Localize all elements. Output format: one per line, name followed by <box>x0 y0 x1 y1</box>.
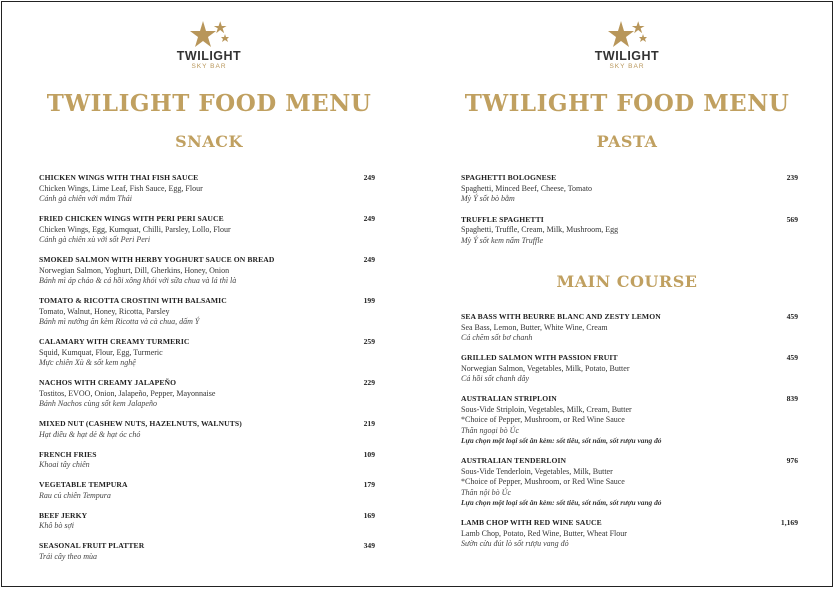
item-name: LAMB CHOP WITH RED WINE SAUCE <box>461 518 602 527</box>
section-title-pasta: PASTA <box>596 132 658 151</box>
item-price: 219 <box>363 419 375 428</box>
menu-item <box>39 378 375 410</box>
menu-title: TWILIGHT FOOD MENU <box>46 90 372 117</box>
item-name: CHICKEN WINGS WITH THAI FISH SAUCE <box>39 173 199 182</box>
item-vietnamese-name: Rau củ chiên Tempura <box>39 490 111 500</box>
item-price: 199 <box>363 296 375 305</box>
item-price: 229 <box>363 378 375 387</box>
menu-item <box>39 296 375 328</box>
item-name: GRILLED SALMON WITH PASSION FRUIT <box>461 353 618 362</box>
item-vietnamese-name: Cánh gà chiên với mắm Thái <box>39 194 132 203</box>
item-name: SEASONAL FRUIT PLATTER <box>39 541 145 550</box>
item-name: SEA BASS WITH BEURRE BLANC AND ZESTY LEMON <box>461 312 661 321</box>
item-price: 239 <box>786 173 798 182</box>
item-vietnamese-name: Mỳ Ý sốt kem nấm Truffle <box>461 235 543 245</box>
item-ingredients: Norwegian Salmon, Vegetables, Milk, Potato, Butter <box>461 363 630 373</box>
stars-logo-icon <box>603 18 651 48</box>
menu-item <box>39 173 375 205</box>
menu-item <box>461 215 798 247</box>
item-name: BEEF JERKY <box>39 510 88 520</box>
main-course-list <box>461 312 798 559</box>
item-ingredients: Chicken Wings, Lime Leaf, Fish Sauce, Egg, Flour <box>39 183 203 193</box>
menu-item <box>39 214 375 246</box>
logo <box>418 18 836 70</box>
item-price: 249 <box>363 255 375 264</box>
right-page <box>418 0 836 590</box>
item-vietnamese-name: Trái cây theo mùa <box>39 551 97 561</box>
item-ingredients: Spaghetti, Minced Beef, Cheese, Tomato <box>461 183 593 193</box>
item-vietnamese-name: Mực chiên Xù & sốt kem nghệ <box>39 358 136 367</box>
menu-item <box>461 518 798 550</box>
menu-item <box>461 173 798 205</box>
menu-item <box>461 353 798 385</box>
menu-item <box>39 419 375 440</box>
item-sauce-note: Lựa chọn một loại sốt ăn kèm: sốt tiêu, sốt nấm, sốt rượu vang đỏ <box>461 436 662 445</box>
snack-list <box>39 173 375 572</box>
menu-item <box>461 312 798 344</box>
item-name: CALAMARY WITH CREAMY TURMERIC <box>39 337 190 346</box>
item-price: 249 <box>363 214 375 223</box>
menu-item <box>461 456 798 509</box>
brand-sub: SKY BAR <box>191 63 227 70</box>
menu-item <box>39 450 375 471</box>
item-price: 459 <box>786 353 798 362</box>
item-ingredients: Lamb Chop, Potato, Red Wine, Butter, Wheat Flour <box>461 528 627 538</box>
item-name: TRUFFLE SPAGHETTI <box>461 214 544 224</box>
item-price: 349 <box>363 541 375 550</box>
section-title-snack: SNACK <box>175 132 243 151</box>
item-price: 259 <box>363 337 375 346</box>
logo <box>0 18 418 70</box>
item-name: MIXED NUT (CASHEW NUTS, HAZELNUTS, WALNUTS) <box>39 419 242 428</box>
item-ingredients: Tostitos, EVOO, Onion, Jalapeño, Pepper, Mayonnaise <box>39 388 216 398</box>
item-name: VEGETABLE TEMPURA <box>39 480 128 489</box>
item-price: 839 <box>786 394 798 403</box>
item-vietnamese-name: Cá chẽm sốt bơ chanh <box>461 333 533 342</box>
item-price: 569 <box>786 214 798 224</box>
item-vietnamese-name: Bánh mì nướng ăn kèm Ricotta và cà chua, dấm Ý <box>39 317 200 326</box>
menu-item <box>39 255 375 287</box>
brand-name: TWILIGHT <box>594 49 660 63</box>
brand-sub: SKY BAR <box>609 63 645 70</box>
item-vietnamese-name: Cánh gà chiên xù với sốt Peri Peri <box>39 235 151 244</box>
item-name: AUSTRALIAN STRIPLOIN <box>461 394 557 403</box>
menu-item <box>461 394 798 447</box>
item-vietnamese-name: Thăn nội bò Úc <box>461 487 511 497</box>
item-ingredients: Norwegian Salmon, Yoghurt, Dill, Gherkins, Honey, Onion <box>39 265 230 275</box>
item-price: 179 <box>363 480 375 489</box>
item-name: TOMATO & RICOTTA CROSTINI WITH BALSAMIC <box>39 296 227 305</box>
menu-item <box>39 337 375 369</box>
menu-item <box>39 511 375 532</box>
item-name: FRENCH FRIES <box>39 449 97 459</box>
item-vietnamese-name: Hạt điều & hạt dẻ & hạt óc chó <box>39 429 141 439</box>
item-price: 459 <box>786 312 798 321</box>
item-name: SMOKED SALMON WITH HERBY YOGHURT SAUCE ON BREAD <box>39 255 275 264</box>
item-ingredients: Sous-Vide Tenderloin, Vegetables, Milk, Butter <box>461 466 613 476</box>
item-vietnamese-name: Bánh Nachos cùng sốt kem Jalapeño <box>39 399 157 408</box>
item-ingredients: Squid, Kumquat, Flour, Egg, Turmeric <box>39 347 163 357</box>
stars-logo-icon <box>185 18 233 48</box>
pasta-list <box>461 173 798 256</box>
item-sauce-choice: *Choice of Pepper, Mushroom, or Red Wine Sauce <box>461 477 625 486</box>
item-sauce-note: Lựa chọn một loại sốt ăn kèm: sốt tiêu, sốt nấm, sốt rượu vang đỏ <box>461 498 662 507</box>
item-price: 169 <box>363 510 375 520</box>
item-vietnamese-name: Cá hồi sốt chanh dây <box>461 374 529 383</box>
item-name: FRIED CHICKEN WINGS WITH PERI PERI SAUCE <box>39 214 224 223</box>
brand-name: TWILIGHT <box>176 49 242 63</box>
item-vietnamese-name: Mỳ Ý sốt bò bằm <box>461 194 515 203</box>
item-vietnamese-name: Bánh mì áp chảo & cá hồi xông khói với sữa chua và lá thì là <box>39 276 237 285</box>
item-price: 976 <box>786 456 798 465</box>
menu-item <box>39 541 375 562</box>
menu-item <box>39 480 375 501</box>
item-name: AUSTRALIAN TENDERLOIN <box>461 456 567 465</box>
item-ingredients: Tomato, Walnut, Honey, Ricotta, Parsley <box>39 306 170 316</box>
section-title-main-course: MAIN COURSE <box>556 272 698 291</box>
item-price: 109 <box>363 449 375 459</box>
item-vietnamese-name: Sườn cừu đút lò sốt rượu vang đỏ <box>461 539 569 548</box>
item-name: SPAGHETTI BOLOGNESE <box>461 173 557 182</box>
item-vietnamese-name: Khô bò sợi <box>39 521 74 530</box>
item-ingredients: Chicken Wings, Egg, Kumquat, Chilli, Parsley, Lollo, Flour <box>39 224 231 234</box>
item-vietnamese-name: Thăn ngoại bò Úc <box>461 425 519 435</box>
item-ingredients: Spaghetti, Truffle, Cream, Milk, Mushroom, Egg <box>461 225 619 234</box>
item-price: 249 <box>363 173 375 182</box>
menu-title: TWILIGHT FOOD MENU <box>464 90 790 117</box>
item-sauce-choice: *Choice of Pepper, Mushroom, or Red Wine Sauce <box>461 415 625 424</box>
item-vietnamese-name: Khoai tây chiên <box>39 460 90 469</box>
item-ingredients: Sea Bass, Lemon, Butter, White Wine, Cream <box>461 322 608 332</box>
item-ingredients: Sous-Vide Striploin, Vegetables, Milk, Cream, Butter <box>461 404 632 414</box>
item-name: NACHOS WITH CREAMY JALAPEÑO <box>39 378 177 387</box>
item-price: 1,169 <box>780 518 798 527</box>
